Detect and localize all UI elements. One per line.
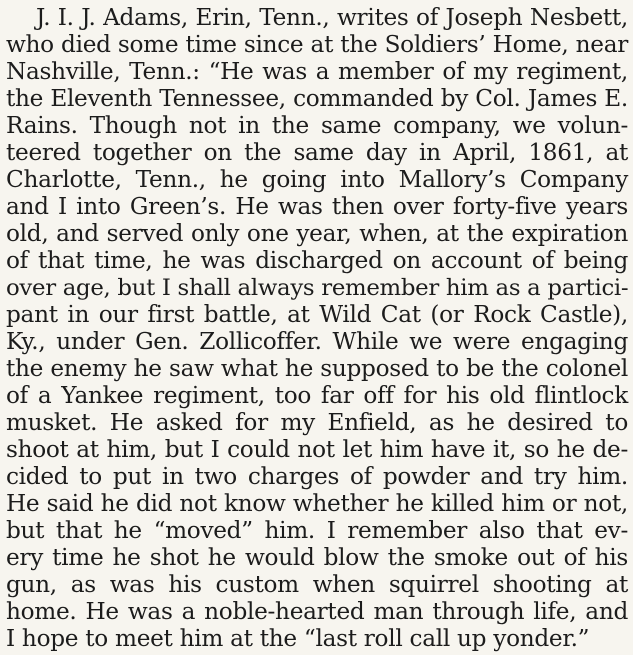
text-line-2: who died some time since at the Soldiers’ Home, near <box>6 31 628 58</box>
text-line-21: ery time he shot he would blow the smoke out of his <box>6 544 628 571</box>
text-line-4: the Eleventh Tennessee, commanded by Col. James E. <box>6 85 628 112</box>
text-line-14: the enemy he saw what he supposed to be the colonel <box>6 355 628 382</box>
text-line-19: He said he did not know whether he killed him or not, <box>6 490 628 517</box>
text-line-5: Rains. Though not in the same company, we volun- <box>6 112 628 139</box>
text-line-15: of a Yankee regiment, too far off for his old flintlock <box>6 382 628 409</box>
text-line-24: I hope to meet him at the “last roll call up yonder.” <box>6 625 590 652</box>
text-line-16: musket. He asked for my Enfield, as he desired to <box>6 409 628 436</box>
text-line-10: of that time, he was discharged on account of being <box>6 247 628 274</box>
text-line-7: Charlotte, Tenn., he going into Mallory’s Company <box>6 166 628 193</box>
text-line-9: old, and served only one year, when, at the expiration <box>6 220 628 247</box>
text-line-1: J. I. J. Adams, Erin, Tenn., writes of Joseph Nesbett, <box>36 4 628 31</box>
text-line-22: gun, as was his custom when squirrel shooting at <box>6 571 628 598</box>
text-line-17: shoot at him, but I could not let him have it, so he de- <box>6 436 628 463</box>
text-line-3: Nashville, Tenn.: “He was a member of my regiment, <box>6 58 628 85</box>
text-line-8: and I into Green’s. He was then over forty-five years <box>6 193 628 220</box>
text-line-6: teered together on the same day in April, 1861, at <box>6 139 628 166</box>
text-line-12: pant in our first battle, at Wild Cat (or Rock Castle), <box>6 301 628 328</box>
text-line-11: over age, but I shall always remember him as a partici- <box>6 275 629 301</box>
text-line-18: cided to put in two charges of powder and try him. <box>6 463 628 490</box>
text-line-13: Ky., under Gen. Zollicoffer. While we were engaging <box>6 328 628 355</box>
text-line-20: but that he “moved” him. I remember also that ev- <box>6 517 628 544</box>
text-line-23: home. He was a noble-hearted man through life, and <box>6 598 628 625</box>
